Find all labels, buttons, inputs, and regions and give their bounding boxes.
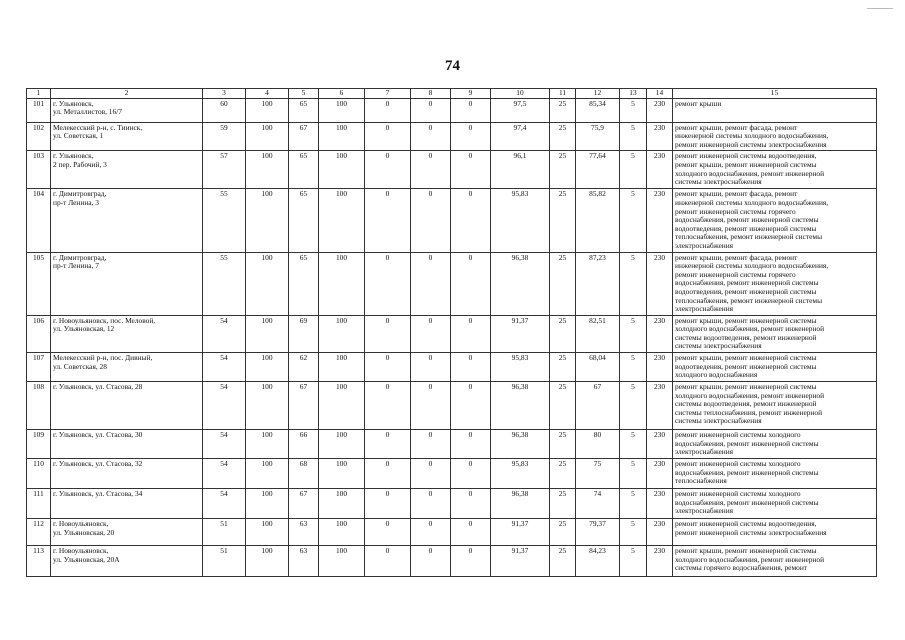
row-number-cell: 110 <box>27 459 51 489</box>
value-cell: 0 <box>451 252 491 315</box>
value-cell: 57 <box>203 151 246 189</box>
value-cell: 230 <box>647 489 673 519</box>
row-number-cell: 109 <box>27 430 51 459</box>
value-cell: 100 <box>319 151 365 189</box>
value-cell: 0 <box>411 546 451 577</box>
works-line: ремонт инженерной системы водоотведения, <box>675 519 817 529</box>
value-cell: 5 <box>620 430 647 459</box>
value-cell: 230 <box>647 459 673 489</box>
column-header-12: 12 <box>576 89 620 99</box>
value-cell: 65 <box>289 189 319 252</box>
value-cell: 0 <box>451 459 491 489</box>
value-cell: 230 <box>647 546 673 577</box>
address-line: ул. Ульяновская, 12 <box>53 324 115 334</box>
works-cell <box>673 382 877 430</box>
value-cell: 100 <box>319 459 365 489</box>
value-cell: 100 <box>246 546 289 577</box>
address-cell <box>51 122 203 151</box>
value-cell: 100 <box>319 489 365 519</box>
value-cell: 0 <box>365 489 411 519</box>
value-cell: 230 <box>647 151 673 189</box>
row-number-cell: 107 <box>27 353 51 382</box>
value-cell: 67 <box>289 382 319 430</box>
works-cell <box>673 430 877 459</box>
value-cell: 65 <box>289 151 319 189</box>
value-cell: 5 <box>620 252 647 315</box>
value-cell: 25 <box>550 489 576 519</box>
table-row <box>27 382 877 430</box>
value-cell: 0 <box>451 546 491 577</box>
value-cell: 230 <box>647 519 673 546</box>
value-cell: 51 <box>203 519 246 546</box>
value-cell: 100 <box>319 430 365 459</box>
works-line: ремонт крыши, ремонт инженерной системы <box>675 382 817 392</box>
value-cell: 0 <box>451 98 491 122</box>
value-cell: 0 <box>365 98 411 122</box>
value-cell: 100 <box>246 382 289 430</box>
works-line: холодного водоснабжения, ремонт инженерной <box>675 554 825 564</box>
address-cell <box>51 519 203 546</box>
value-cell: 5 <box>620 489 647 519</box>
works-line: ремонт крыши, ремонт инженерной системы <box>675 353 817 363</box>
address-line: г. Новоульяновск, <box>53 546 109 556</box>
value-cell: 5 <box>620 189 647 252</box>
value-cell: 69 <box>289 315 319 352</box>
value-cell: 62 <box>289 353 319 382</box>
value-cell: 0 <box>365 382 411 430</box>
works-line: электроснабжения <box>675 304 734 314</box>
table-row <box>27 252 877 315</box>
works-line: системы водоотведения, ремонт инженерной <box>675 399 817 409</box>
value-cell: 5 <box>620 151 647 189</box>
value-cell: 77,64 <box>576 151 620 189</box>
address-cell <box>51 459 203 489</box>
works-line: системы горячего водоснабжения, ремонт <box>675 563 808 573</box>
works-line: инженерной системы холодного водоснабжения, <box>675 131 829 141</box>
column-header-4: 4 <box>246 89 289 99</box>
address-line: ул. Советская, 28 <box>53 361 107 371</box>
address-line: г. Димитровград, <box>53 252 107 262</box>
address-cell <box>51 98 203 122</box>
value-cell: 25 <box>550 122 576 151</box>
table-row <box>27 98 877 122</box>
value-cell: 230 <box>647 189 673 252</box>
address-cell <box>51 189 203 252</box>
value-cell: 100 <box>319 353 365 382</box>
value-cell: 85,34 <box>576 98 620 122</box>
address-cell <box>51 430 203 459</box>
value-cell: 25 <box>550 315 576 352</box>
works-line: ремонт крыши, ремонт инженерной системы <box>675 159 817 169</box>
value-cell: 0 <box>451 315 491 352</box>
works-line: инженерной системы холодного водоснабжения, <box>675 197 829 207</box>
value-cell: 0 <box>411 382 451 430</box>
column-header-13: 13 <box>620 89 647 99</box>
works-cell <box>673 98 877 122</box>
value-cell: 95,83 <box>491 459 550 489</box>
works-line: системы теплоснабжения, ремонт инженерной <box>675 407 823 417</box>
value-cell: 91,37 <box>491 519 550 546</box>
value-cell: 0 <box>451 353 491 382</box>
value-cell: 96,38 <box>491 430 550 459</box>
works-line: ремонт инженерной системы холодного <box>675 459 801 469</box>
value-cell: 95,83 <box>491 353 550 382</box>
value-cell: 0 <box>451 189 491 252</box>
value-cell: 65 <box>289 98 319 122</box>
works-cell <box>673 519 877 546</box>
column-header-8: 8 <box>411 89 451 99</box>
value-cell: 0 <box>365 430 411 459</box>
table-row <box>27 430 877 459</box>
value-cell: 68,04 <box>576 353 620 382</box>
value-cell: 25 <box>550 519 576 546</box>
value-cell: 0 <box>365 122 411 151</box>
value-cell: 55 <box>203 252 246 315</box>
address-cell <box>51 315 203 352</box>
value-cell: 74 <box>576 489 620 519</box>
works-line: водоотведения, ремонт инженерной системы <box>675 286 817 296</box>
address-line: г. Ульяновск, ул. Стасова, 28 <box>53 382 143 392</box>
value-cell: 0 <box>411 489 451 519</box>
value-cell: 230 <box>647 315 673 352</box>
value-cell: 100 <box>319 252 365 315</box>
works-cell <box>673 189 877 252</box>
works-line: электроснабжения <box>675 506 734 516</box>
value-cell: 5 <box>620 382 647 430</box>
value-cell: 84,23 <box>576 546 620 577</box>
address-line: г. Ульяновск, ул. Стасова, 32 <box>53 459 143 469</box>
value-cell: 54 <box>203 315 246 352</box>
column-header-9: 9 <box>451 89 491 99</box>
works-line: водоснабжения, ремонт инженерной системы <box>675 438 819 448</box>
value-cell: 0 <box>411 98 451 122</box>
value-cell: 96,38 <box>491 252 550 315</box>
address-line: пр-т Ленина, 3 <box>53 197 99 207</box>
table-body <box>27 98 877 576</box>
address-cell <box>51 252 203 315</box>
table-row <box>27 546 877 577</box>
value-cell: 65 <box>289 252 319 315</box>
column-header-14: 14 <box>647 89 673 99</box>
value-cell: 0 <box>365 459 411 489</box>
table-row <box>27 353 877 382</box>
value-cell: 66 <box>289 430 319 459</box>
works-line: ремонт крыши, ремонт фасада, ремонт <box>675 189 798 199</box>
works-line: системы электроснабжения <box>675 341 762 351</box>
value-cell: 25 <box>550 430 576 459</box>
address-line: пр-т Ленина, 7 <box>53 261 99 271</box>
works-line: водоснабжения, ремонт инженерной системы <box>675 278 819 288</box>
value-cell: 5 <box>620 122 647 151</box>
value-cell: 0 <box>365 189 411 252</box>
works-cell <box>673 459 877 489</box>
address-line: г. Новоульяновск, <box>53 519 109 529</box>
value-cell: 100 <box>246 151 289 189</box>
address-line: г. Ульяновск, ул. Стасова, 30 <box>53 430 143 440</box>
row-number-cell: 104 <box>27 189 51 252</box>
works-line: ремонт крыши, ремонт инженерной системы <box>675 315 817 325</box>
works-line: ремонт инженерной системы горячего <box>675 269 796 279</box>
value-cell: 0 <box>451 489 491 519</box>
value-cell: 0 <box>411 519 451 546</box>
table-row <box>27 489 877 519</box>
works-cell <box>673 122 877 151</box>
value-cell: 95,83 <box>491 189 550 252</box>
value-cell: 100 <box>246 122 289 151</box>
value-cell: 100 <box>246 489 289 519</box>
row-number-cell: 105 <box>27 252 51 315</box>
column-header-11: 11 <box>550 89 576 99</box>
address-line: Мелекесский р-н, с. Тиинск, <box>53 122 143 132</box>
address-cell <box>51 151 203 189</box>
value-cell: 67 <box>576 382 620 430</box>
row-number-cell: 113 <box>27 546 51 577</box>
value-cell: 0 <box>451 151 491 189</box>
address-line: ул. Советская, 1 <box>53 131 104 141</box>
value-cell: 100 <box>319 122 365 151</box>
value-cell: 25 <box>550 546 576 577</box>
value-cell: 230 <box>647 252 673 315</box>
value-cell: 54 <box>203 430 246 459</box>
value-cell: 100 <box>246 519 289 546</box>
top-rule <box>867 8 893 9</box>
value-cell: 5 <box>620 546 647 577</box>
value-cell: 54 <box>203 382 246 430</box>
works-line: ремонт крыши, ремонт фасада, ремонт <box>675 252 798 262</box>
works-line: системы электроснабжения <box>675 177 762 187</box>
works-line: холодного водоснабжения, ремонт инженерной <box>675 324 825 334</box>
works-line: холодного водоснабжения, ремонт инженерной <box>675 168 825 178</box>
address-line: г. Новоульяновск, пос. Меловой, <box>53 315 156 325</box>
works-line: водоотведения, ремонт инженерной системы <box>675 361 817 371</box>
address-line: г. Ульяновск, <box>53 151 94 161</box>
works-line: теплоснабжения, ремонт инженерной системы <box>675 295 823 305</box>
works-line: водоснабжения, ремонт инженерной системы <box>675 497 819 507</box>
works-line: теплоснабжения, ремонт инженерной системы <box>675 232 823 242</box>
works-line: теплоснабжения <box>675 476 727 486</box>
value-cell: 0 <box>451 382 491 430</box>
value-cell: 5 <box>620 98 647 122</box>
works-line: ремонт крыши <box>675 98 722 108</box>
value-cell: 0 <box>365 353 411 382</box>
value-cell: 25 <box>550 459 576 489</box>
address-cell <box>51 546 203 577</box>
value-cell: 67 <box>289 489 319 519</box>
column-header-6: 6 <box>319 89 365 99</box>
row-number-cell: 103 <box>27 151 51 189</box>
value-cell: 230 <box>647 353 673 382</box>
value-cell: 96,1 <box>491 151 550 189</box>
value-cell: 97,4 <box>491 122 550 151</box>
works-line: системы водоотведения, ремонт инженерной <box>675 332 817 342</box>
value-cell: 55 <box>203 189 246 252</box>
value-cell: 91,37 <box>491 546 550 577</box>
value-cell: 75,9 <box>576 122 620 151</box>
value-cell: 59 <box>203 122 246 151</box>
works-line: водоотведения, ремонт инженерной системы <box>675 223 817 233</box>
address-cell <box>51 489 203 519</box>
value-cell: 51 <box>203 546 246 577</box>
value-cell: 5 <box>620 459 647 489</box>
value-cell: 0 <box>411 122 451 151</box>
address-line: г. Димитровград, <box>53 189 107 199</box>
works-cell <box>673 252 877 315</box>
table-row <box>27 315 877 352</box>
table-row <box>27 519 877 546</box>
works-line: ремонт крыши, ремонт инженерной системы <box>675 546 817 556</box>
value-cell: 100 <box>319 315 365 352</box>
address-line: ул. Металлистов, 16/7 <box>53 107 122 117</box>
column-header-15: 15 <box>673 89 877 99</box>
works-line: ремонт инженерной системы электроснабжения <box>675 139 827 149</box>
value-cell: 68 <box>289 459 319 489</box>
value-cell: 230 <box>647 122 673 151</box>
value-cell: 5 <box>620 315 647 352</box>
value-cell: 63 <box>289 519 319 546</box>
value-cell: 5 <box>620 519 647 546</box>
value-cell: 0 <box>411 315 451 352</box>
value-cell: 0 <box>411 430 451 459</box>
value-cell: 91,37 <box>491 315 550 352</box>
value-cell: 100 <box>246 459 289 489</box>
value-cell: 96,38 <box>491 489 550 519</box>
value-cell: 5 <box>620 353 647 382</box>
column-header-7: 7 <box>365 89 411 99</box>
address-line: г. Ульяновск, <box>53 98 94 108</box>
row-number-cell: 108 <box>27 382 51 430</box>
column-header-2: 2 <box>51 89 203 99</box>
works-line: холодного водоснабжения, ремонт инженерной <box>675 390 825 400</box>
value-cell: 80 <box>576 430 620 459</box>
works-line: системы электроснабжения <box>675 416 762 426</box>
value-cell: 97,5 <box>491 98 550 122</box>
value-cell: 0 <box>411 189 451 252</box>
value-cell: 0 <box>451 122 491 151</box>
works-line: водоснабжения, ремонт инженерной системы <box>675 467 819 477</box>
value-cell: 230 <box>647 98 673 122</box>
value-cell: 0 <box>451 430 491 459</box>
value-cell: 100 <box>246 189 289 252</box>
row-number-cell: 102 <box>27 122 51 151</box>
value-cell: 100 <box>319 546 365 577</box>
address-line: 2 пер. Рабочий, 3 <box>53 159 107 169</box>
works-line: холодного водоснабжения <box>675 370 758 380</box>
value-cell: 0 <box>411 151 451 189</box>
value-cell: 0 <box>365 315 411 352</box>
value-cell: 79,37 <box>576 519 620 546</box>
value-cell: 0 <box>411 353 451 382</box>
value-cell: 100 <box>319 382 365 430</box>
value-cell: 0 <box>365 519 411 546</box>
row-number-cell: 106 <box>27 315 51 352</box>
works-line: ремонт инженерной системы холодного <box>675 430 801 440</box>
address-cell <box>51 382 203 430</box>
works-line: водоснабжения, ремонт инженерной системы <box>675 215 819 225</box>
value-cell: 54 <box>203 489 246 519</box>
works-line: ремонт инженерной системы горячего <box>675 206 796 216</box>
value-cell: 230 <box>647 430 673 459</box>
table-row <box>27 189 877 252</box>
value-cell: 0 <box>411 459 451 489</box>
works-line: ремонт инженерной системы холодного <box>675 489 801 499</box>
value-cell: 0 <box>365 151 411 189</box>
page-number: 74 <box>445 58 460 74</box>
value-cell: 67 <box>289 122 319 151</box>
header-row <box>27 89 877 99</box>
value-cell: 100 <box>246 98 289 122</box>
value-cell: 100 <box>246 430 289 459</box>
value-cell: 60 <box>203 98 246 122</box>
works-cell <box>673 546 877 577</box>
value-cell: 25 <box>550 353 576 382</box>
value-cell: 100 <box>319 189 365 252</box>
address-line: г. Ульяновск, ул. Стасова, 34 <box>53 489 143 499</box>
row-number-cell: 112 <box>27 519 51 546</box>
table-row <box>27 151 877 189</box>
value-cell: 63 <box>289 546 319 577</box>
value-cell: 25 <box>550 189 576 252</box>
table-row <box>27 122 877 151</box>
column-header-5: 5 <box>289 89 319 99</box>
value-cell: 0 <box>451 519 491 546</box>
column-header-3: 3 <box>203 89 246 99</box>
works-line: электроснабжения <box>675 447 734 457</box>
value-cell: 230 <box>647 382 673 430</box>
value-cell: 0 <box>411 252 451 315</box>
value-cell: 54 <box>203 459 246 489</box>
column-header-10: 10 <box>491 89 550 99</box>
value-cell: 25 <box>550 151 576 189</box>
value-cell: 25 <box>550 382 576 430</box>
value-cell: 25 <box>550 252 576 315</box>
value-cell: 100 <box>246 252 289 315</box>
value-cell: 100 <box>246 353 289 382</box>
table-row <box>27 459 877 489</box>
works-cell <box>673 353 877 382</box>
address-cell <box>51 353 203 382</box>
value-cell: 100 <box>319 98 365 122</box>
row-number-cell: 101 <box>27 98 51 122</box>
column-header-1: 1 <box>27 89 51 99</box>
value-cell: 100 <box>319 519 365 546</box>
works-cell <box>673 151 877 189</box>
works-cell <box>673 315 877 352</box>
works-line: ремонт крыши, ремонт фасада, ремонт <box>675 122 798 132</box>
address-line: ул. Ульяновская, 20А <box>53 554 120 564</box>
works-line: ремонт инженерной системы водоотведения, <box>675 151 817 161</box>
address-line: Мелекесский р-н, пос. Дивный, <box>53 353 153 363</box>
value-cell: 0 <box>365 546 411 577</box>
value-cell: 96,38 <box>491 382 550 430</box>
value-cell: 0 <box>365 252 411 315</box>
works-cell <box>673 489 877 519</box>
works-line: электроснабжения <box>675 240 734 250</box>
register-table <box>26 88 877 577</box>
value-cell: 87,23 <box>576 252 620 315</box>
value-cell: 54 <box>203 353 246 382</box>
row-number-cell: 111 <box>27 489 51 519</box>
value-cell: 85,82 <box>576 189 620 252</box>
value-cell: 75 <box>576 459 620 489</box>
works-line: ремонт инженерной системы электроснабжения <box>675 527 827 537</box>
value-cell: 25 <box>550 98 576 122</box>
value-cell: 100 <box>246 315 289 352</box>
address-line: ул. Ульяновская, 20 <box>53 527 115 537</box>
value-cell: 82,51 <box>576 315 620 352</box>
works-line: инженерной системы холодного водоснабжения, <box>675 261 829 271</box>
